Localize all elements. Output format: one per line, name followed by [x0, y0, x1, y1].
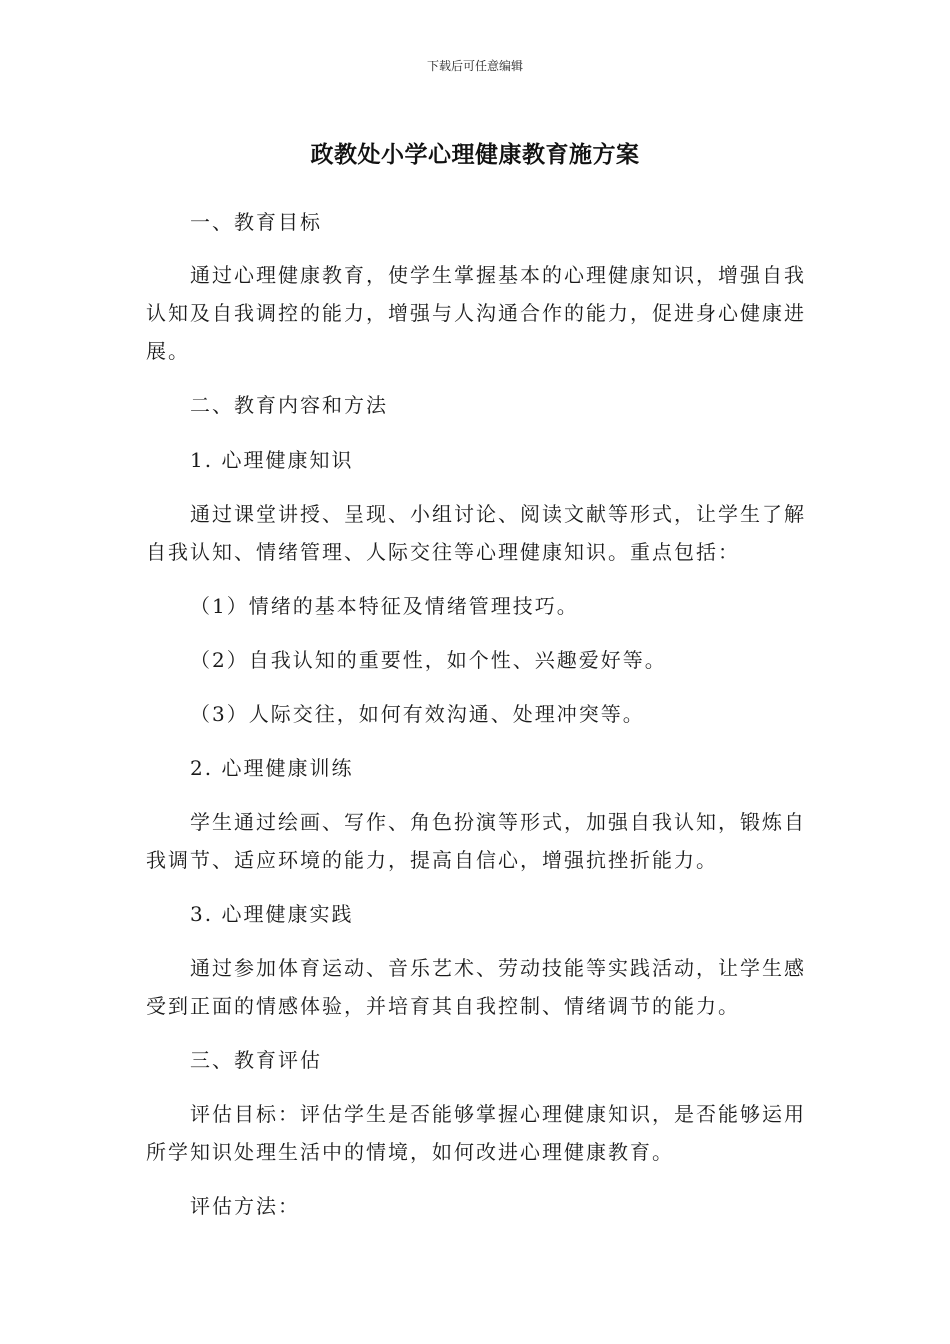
subheading-practice: 3. 心理健康实践: [190, 902, 354, 926]
subheading-knowledge: 1. 心理健康知识: [190, 448, 354, 472]
paragraph-practice: 通过参加体育运动、音乐艺术、劳动技能等实践活动，让学生感受到正面的情感体验，并培育其自我控制、情绪调节的能力。: [146, 956, 806, 1018]
paragraph-evaluation-goal: 评估目标：评估学生是否能够掌握心理健康知识，是否能够运用所学知识处理生活中的情境，如何改进心理健康教育。: [146, 1102, 806, 1164]
header-note: 下载后可任意编辑: [426, 59, 523, 73]
list-item-3: （3）人际交往，如何有效沟通、处理冲突等。: [190, 702, 645, 726]
list-item-1: （1）情绪的基本特征及情绪管理技巧。: [190, 594, 579, 618]
document-title: 政教处小学心理健康教育施方案: [310, 142, 640, 168]
paragraph-goals: 通过心理健康教育，使学生掌握基本的心理健康知识，增强自我认知及自我调控的能力，增强与人沟通合作的能力，促进身心健康进展。: [146, 263, 806, 363]
paragraph-knowledge: 通过课堂讲授、呈现、小组讨论、阅读文献等形式，让学生了解自我认知、情绪管理、人际交往等心理健康知识。重点包括：: [146, 502, 806, 564]
list-item-2: （2）自我认知的重要性，如个性、兴趣爱好等。: [190, 648, 667, 672]
subheading-training: 2. 心理健康训练: [190, 756, 354, 780]
paragraph-evaluation-method: 评估方法：: [190, 1194, 300, 1218]
paragraph-training: 学生通过绘画、写作、角色扮演等形式，加强自我认知，锻炼自我调节、适应环境的能力，提高自信心，增强抗挫折能力。: [146, 810, 806, 872]
section-heading-goals: 一、教育目标: [190, 210, 322, 234]
section-heading-content: 二、教育内容和方法: [190, 393, 388, 417]
section-heading-evaluation: 三、教育评估: [190, 1048, 322, 1072]
